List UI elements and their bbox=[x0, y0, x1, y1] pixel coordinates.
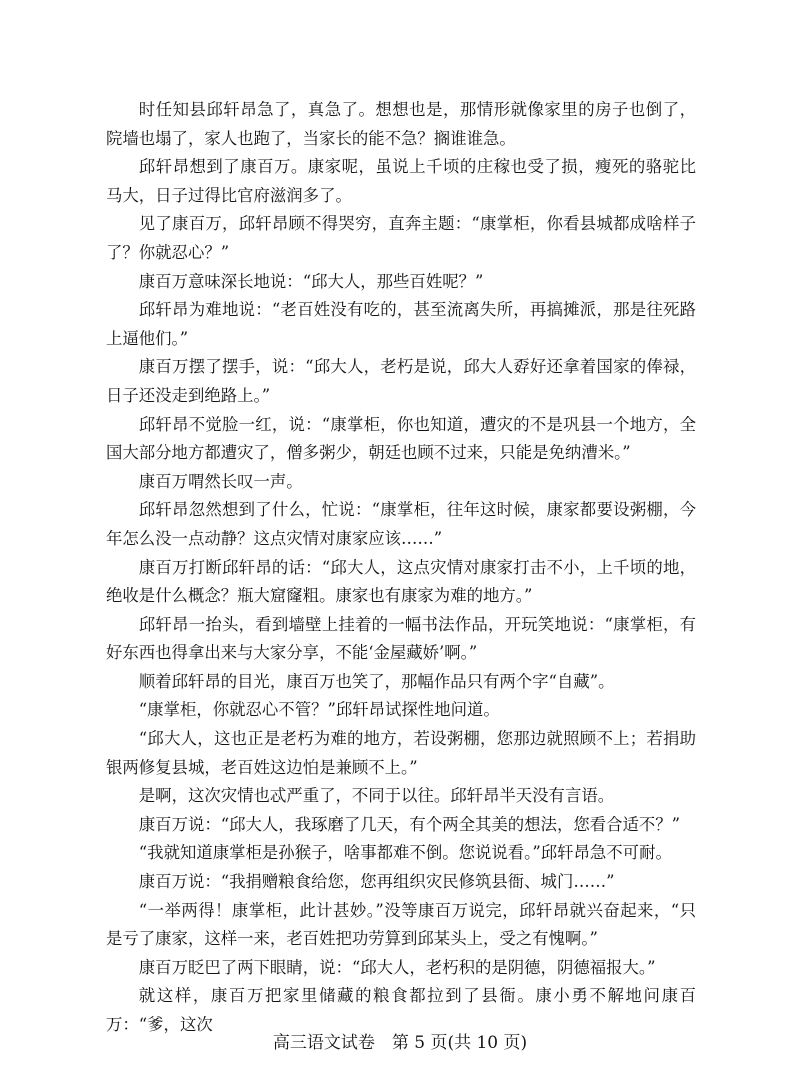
paragraph: “康掌柜，你就忍心不管？”邱轩昂试探性地问道。 bbox=[138, 700, 500, 720]
paragraph: 康百万打断邱轩昂的话：“邱大人，这点灾情对康家打击不小，上千顷的地，绝收是什么概念？瓶大窟窿粗。康家也有康家为难的地方。” bbox=[106, 557, 696, 606]
paragraph: 见了康百万，邱轩昂顾不得哭穷，直奔主题：“康掌柜，你看县城都成啥样子了？你就忍心？” bbox=[106, 214, 696, 262]
paragraph: 康百万摆了摆手，说：“邱大人，老朽是说，邱大人孬好还拿着国家的俸禄，日子还没走到绝路上。” bbox=[106, 357, 696, 405]
paragraph: 顺着邱轩昂的目光，康百万也笑了，那幅作品只有两个字“自藏”。 bbox=[138, 671, 615, 691]
paragraph: 邱轩昂想到了康百万。康家呢，虽说上千顷的庄稼也受了损，瘦死的骆驼比马大，日子过得比官府滋润多了。 bbox=[106, 157, 696, 205]
paragraph: 康百万眨巴了两下眼睛，说：“邱大人，老朽积的是阴德，阴德福报大。” bbox=[138, 957, 656, 977]
paragraph: 康百万喟然长叹一声。 bbox=[138, 471, 303, 491]
paragraph: 康百万说：“我捐赠粮食给您，您再组织灾民修筑县衙、城门……” bbox=[138, 872, 615, 892]
paragraph: “一举两得！康掌柜，此计甚妙。”没等康百万说完，邱轩昂就兴奋起来，“只是亏了康家，这样一来，老百姓把功劳算到邱某头上，受之有愧啊。” bbox=[106, 900, 696, 949]
paragraph: 邱轩昂为难地说：“老百姓没有吃的，甚至流离失所，再搞摊派，那是往死路上逼他们。” bbox=[106, 300, 696, 348]
paragraph: 康百万说：“邱大人，我琢磨了几天，有个两全其美的想法，您看合适不？” bbox=[138, 814, 681, 834]
paragraph: 邱轩昂忽然想到了什么，忙说：“康掌柜，往年这时候，康家都要设粥棚，今年怎么没一点动静？这点灾情对康家应该……” bbox=[106, 500, 696, 548]
page-footer: 高三语文试卷 第 5 页(共 10 页) bbox=[272, 1033, 528, 1053]
paragraph: 康百万意味深长地说：“邱大人，那些百姓呢？” bbox=[138, 271, 484, 291]
paragraph: 邱轩昂不觉脸一红，说：“康掌柜，你也知道，遭灾的不是巩县一个地方，全国大部分地方都遭灾了，僧多粥少，朝廷也顾不过来，只能是免纳漕米。” bbox=[106, 414, 696, 463]
paragraph: 是啊，这次灾情也忒严重了，不同于以往。邱轩昂半天没有言语。 bbox=[138, 786, 615, 806]
document-body bbox=[106, 96, 696, 1040]
paragraph: 就这样，康百万把家里储藏的粮食都拉到了县衙。康小勇不解地问康百万：“爹，这次 bbox=[106, 986, 696, 1034]
paragraph: “邱大人，这也正是老朽为难的地方，若设粥棚，您那边就照顾不上；若捐助银两修复县城，老百姓这边怕是兼顾不上。” bbox=[106, 729, 696, 777]
paragraph: 邱轩昂一抬头，看到墙壁上挂着的一幅书法作品，开玩笑地说：“康掌柜，有好东西也得拿出来与大家分享，不能‘金屋藏娇’啊。” bbox=[106, 614, 696, 663]
paragraph: “我就知道康掌柜是孙猴子，啥事都难不倒。您说说看。”邱轩昂急不可耐。 bbox=[138, 843, 672, 863]
paragraph: 时任知县邱轩昂急了，真急了。想想也是，那情形就像家里的房子也倒了，院墙也塌了，家人也跑了，当家长的能不急？搁谁谁急。 bbox=[106, 100, 696, 148]
